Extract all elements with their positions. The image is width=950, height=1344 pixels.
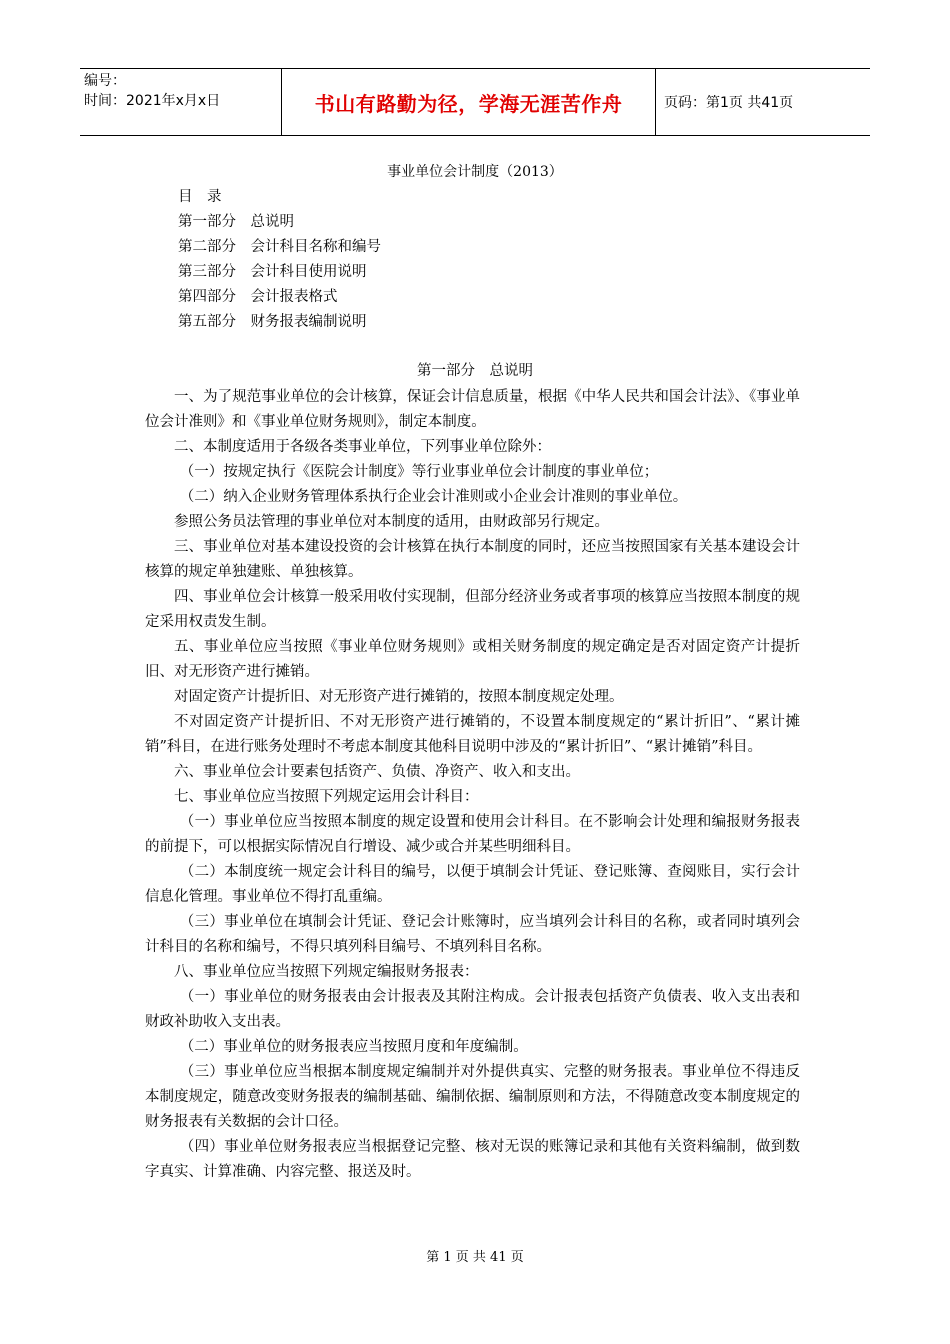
paragraph: （二）纳入企业财务管理体系执行企业会计准则或小企业会计准则的事业单位。 [179, 489, 688, 505]
paragraph: 二、本制度适用于各级各类事业单位，下列事业单位除外： [174, 439, 551, 455]
toc-item: 第三部分 会计科目使用说明 [178, 264, 367, 280]
paragraph: 三、事业单位对基本建设投资的会计核算在执行本制度的同时，还应当按照国家有关基本建设会计核算的规定单独建账、单独核算。 [145, 539, 800, 580]
paragraph: （一）事业单位的财务报表由会计报表及其附注构成。会计报表包括资产负债表、收入支出表和财政补助收入支出表。 [145, 989, 800, 1030]
paragraph: （三）事业单位应当根据本制度规定编制并对外提供真实、完整的财务报表。事业单位不得违反本制度规定，随意改变财务报表的编制基础、编制依据、编制原则和方法，不得随意改变本制度规定的财务报表有关数据的会计口径。 [145, 1064, 800, 1130]
paragraph: 五、事业单位应当按照《事业单位财务规则》或相关财务制度的规定确定是否对固定资产计提折旧、对无形资产进行摊销。 [145, 639, 800, 680]
page-header [80, 68, 870, 136]
paragraph: 四、事业单位会计核算一般采用收付实现制，但部分经济业务或者事项的核算应当按照本制度的规定采用权责发生制。 [145, 589, 800, 630]
header-page-info: 页码：第1页 共41页 [664, 95, 794, 111]
paragraph: 不对固定资产计提折旧、不对无形资产进行摊销的，不设置本制度规定的“累计折旧”、“累计摊销”科目，在进行账务处理时不考虑本制度其他科目说明中涉及的“累计折旧”、“累计摊销”科目。 [145, 714, 800, 755]
paragraph: （二）事业单位的财务报表应当按照月度和年度编制。 [179, 1039, 528, 1055]
paragraph: 六、事业单位会计要素包括资产、负债、净资产、收入和支出。 [174, 764, 580, 780]
paragraph: （一）按规定执行《医院会计制度》等行业事业单位会计制度的事业单位； [179, 464, 659, 480]
toc-item: 第五部分 财务报表编制说明 [178, 314, 367, 330]
paragraph: （一）事业单位应当按照本制度的规定设置和使用会计科目。在不影响会计处理和编报财务报表的前提下，可以根据实际情况自行增设、减少或合并某些明细科目。 [145, 814, 800, 855]
document-title: 事业单位会计制度（2013） [387, 164, 563, 180]
paragraph: 一、为了规范事业单位的会计核算，保证会计信息质量，根据《中华人民共和国会计法》、《事业单位会计准则》和《事业单位财务规则》，制定本制度。 [145, 389, 800, 430]
paragraph: 八、事业单位应当按照下列规定编报财务报表： [174, 964, 479, 980]
toc-item: 第二部分 会计科目名称和编号 [178, 239, 381, 255]
toc-item: 第四部分 会计报表格式 [178, 289, 338, 305]
paragraph: （四）事业单位财务报表应当根据登记完整、核对无误的账簿记录和其他有关资料编制，做到数字真实、计算准确、内容完整、报送及时。 [145, 1139, 800, 1180]
paragraph: （二）本制度统一规定会计科目的编号，以便于填制会计凭证、登记账簿、查阅账目，实行会计信息化管理。事业单位不得打乱重编。 [145, 864, 800, 905]
paragraph: 参照公务员法管理的事业单位对本制度的适用，由财政部另行规定。 [174, 514, 609, 530]
header-meta [80, 69, 282, 135]
paragraph: 对固定资产计提折旧、对无形资产进行摊销的，按照本制度规定处理。 [174, 689, 624, 705]
page-footer: 第 1 页 共 41 页 [426, 1250, 524, 1265]
header-motto: 书山有路勤为径，学海无涯苦作舟 [282, 69, 656, 135]
toc-heading: 目 录 [178, 189, 222, 205]
document-body [145, 385, 800, 1185]
number-label: 编号： [84, 73, 126, 89]
paragraph: （三）事业单位在填制会计凭证、登记会计账簿时，应当填列会计科目的名称，或者同时填列会计科目的名称和编号，不得只填列科目编号、不填列科目名称。 [145, 914, 800, 955]
date-label: 时间：2021年x月x日 [84, 93, 221, 109]
section-title: 第一部分 总说明 [417, 363, 533, 379]
table-of-contents [178, 185, 381, 335]
toc-item: 第一部分 总说明 [178, 214, 294, 230]
paragraph: 七、事业单位应当按照下列规定运用会计科目： [174, 789, 479, 805]
